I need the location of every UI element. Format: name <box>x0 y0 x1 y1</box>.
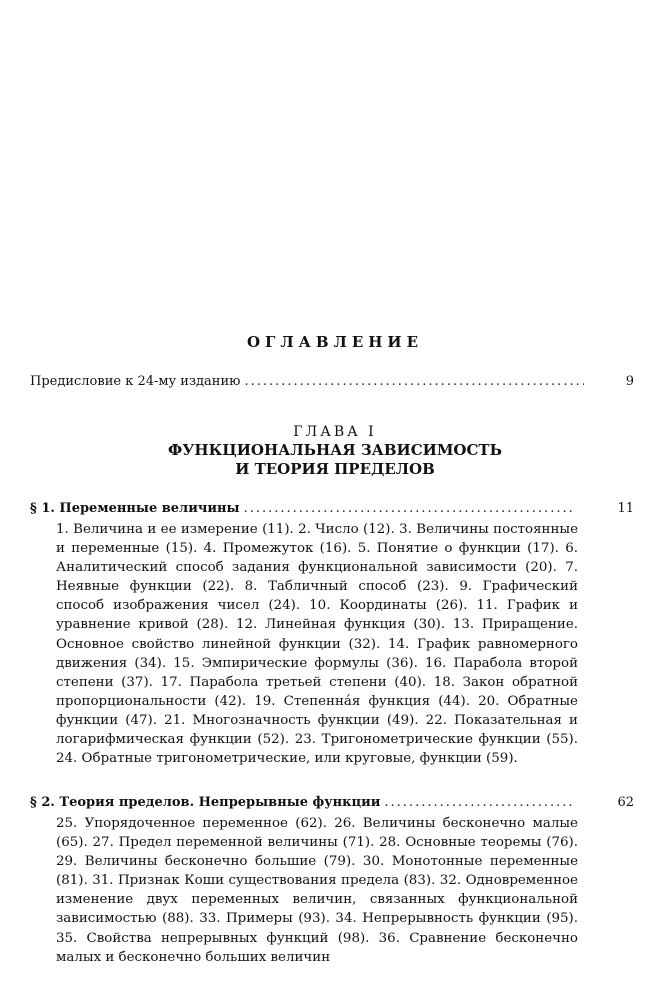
page-number: 9 <box>625 374 634 389</box>
toc-entry-section-2[interactable] <box>30 795 634 810</box>
section-2-contents: 25. Упорядоченное переменное (62). 26. Величины бесконечно малые (65). 27. Предел переменной величины (71). 28. Основные теоремы (76). 29. Величины бесконечно большие (79). 30. Монотонные переменные (81). 31. Признак Коши существования предела (83). 32. Одновременное изменение двух переменных величин, связанных функциональной зависимостью (88). 33. Примеры (93). 34. Непрерывность функции (95). 35. Свойства непрерывных функций (98). 36. Сравнение бесконечно малых и бесконечно больших величин <box>56 816 578 965</box>
toc-entry-label: Предисловие к 24-му изданию <box>30 374 241 389</box>
page-number: 62 <box>617 795 634 810</box>
section-1-contents: 1. Величина и ее измерение (11). 2. Число (12). 3. Величины постоянные и переменные (15). 4. Промежуток (16). 5. Понятие о функции (17). 6. Аналитический способ задания функциональной зависимости (20). 7. Неявные функции (22). 8. Табличный способ (23). 9. Графический способ изображения чисел (24). 10. Координаты (26). 11. График и уравнение кривой (28). 12. Линейная функция (30). 13. Приращение. Основное свойство линейной функции (32). 14. График равномерного движения (34). 15. Эмпирические формулы (36). 16. Парабола второй степени (37). 17. Парабола третьей степени (40). 18. Закон обратной пропорциональности (42). 19. Степеннáя функция (44). 20. Обратные функции (47). 21. Многозначность функции (49). 22. Показательная и логарифмическая функции (52). 23. Тригонометрические функции (55). 24. Обратные тригонометрические, или круговые, функции (59). <box>56 522 578 767</box>
chapter-title-line-2: И ТЕОРИЯ ПРЕДЕЛОВ <box>235 460 435 478</box>
section-heading: § 2. Теория пределов. Непрерывные функции <box>30 795 381 810</box>
section-heading: § 1. Переменные величины <box>30 501 240 516</box>
chapter-label: ГЛАВА I <box>293 424 377 440</box>
page-number: 11 <box>617 501 634 516</box>
dot-leader <box>244 374 583 389</box>
chapter-heading <box>0 423 670 479</box>
toc-entry-preface[interactable] <box>30 374 634 389</box>
dot-leader <box>384 795 575 810</box>
dot-leader <box>244 501 576 516</box>
contents-title: ОГЛАВЛЕНИЕ <box>246 333 424 351</box>
toc-entry-section-1[interactable] <box>30 501 634 516</box>
chapter-title-line-1: ФУНКЦИОНАЛЬНАЯ ЗАВИСИМОСТЬ <box>168 441 502 459</box>
